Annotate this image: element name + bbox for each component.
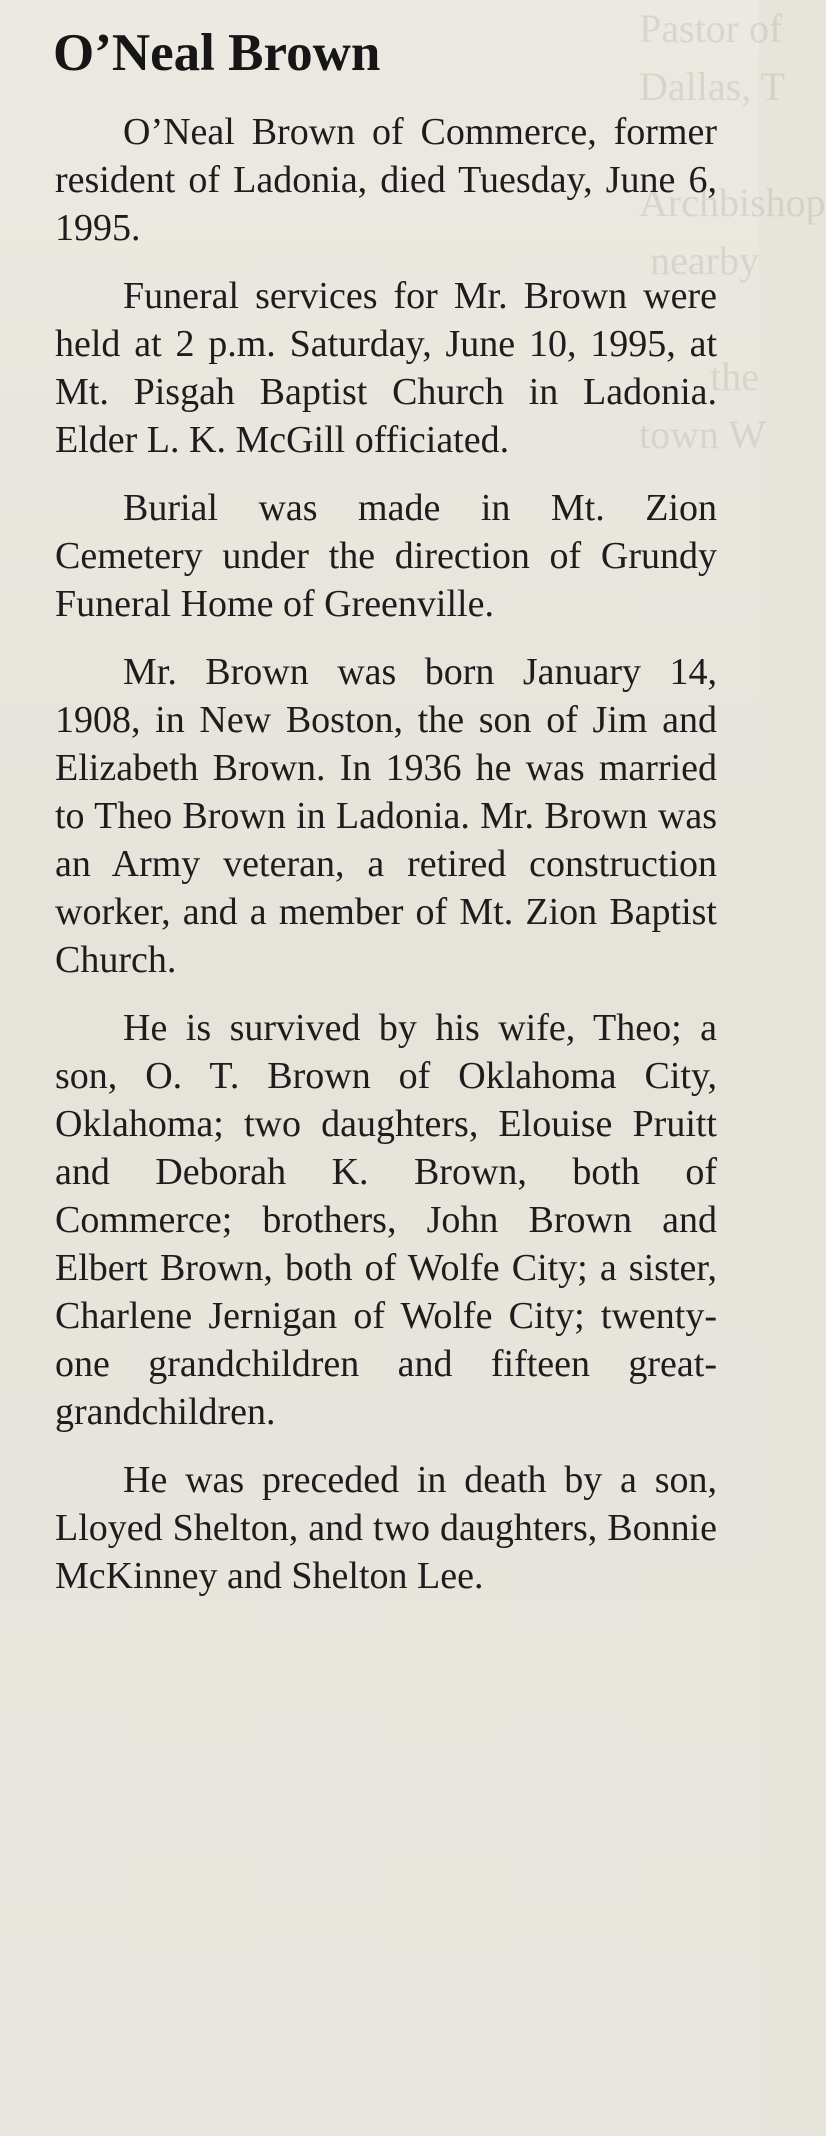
paragraph-biography: Mr. Brown was born January 14, 1908, in New Boston, the son of Jim and Elizabeth Brown. In 1936 he was married to Theo Brown in Ladonia. Mr. Brown was an Army veteran, a retired construction worker, and a member of Mt. Zion Baptist Church. bbox=[55, 651, 717, 981]
paragraph-death-notice: O’Neal Brown of Commerce, former resident of Ladonia, died Tuesday, June 6, 1995. bbox=[55, 111, 717, 249]
paragraph-funeral-services: Funeral services for Mr. Brown were held at 2 p.m. Saturday, June 10, 1995, at Mt. Pisgah Baptist Church in Ladonia. Elder L. K. McGill officiated. bbox=[55, 275, 717, 461]
paragraph-survivors: He is survived by his wife, Theo; a son, O. T. Brown of Oklahoma City, Oklahoma; two daughters, Elouise Pruitt and Deborah K. Brown, both of Commerce; brothers, John Brown and Elbert Brown, both of Wolfe City; a sister, Charlene Jernigan of Wolfe City; twenty-one grandchildren and fifteen great-grandchildren. bbox=[55, 1007, 717, 1433]
obituary-article bbox=[55, 18, 717, 1620]
bleed-through-text: Pastor of Dallas, T Archbishop nearby the town W bbox=[639, 6, 826, 457]
obituary-headline: O’Neal Brown bbox=[53, 24, 381, 82]
paragraph-burial: Burial was made in Mt. Zion Cemetery under the direction of Grundy Funeral Home of Greenville. bbox=[55, 487, 717, 625]
paragraph-preceded-in-death: He was preceded in death by a son, Lloyed Shelton, and two daughters, Bonnie McKinney and Shelton Lee. bbox=[55, 1459, 717, 1597]
